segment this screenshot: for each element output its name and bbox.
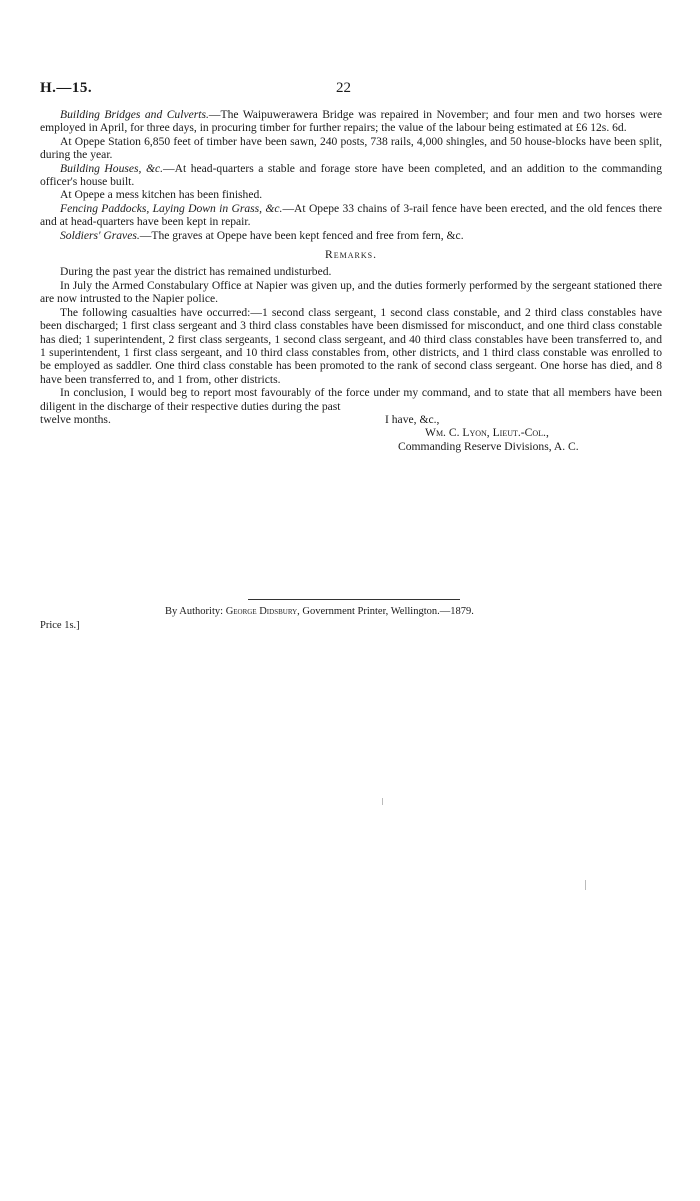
paragraph-text: At Opepe a mess kitchen has been finished. [60,188,263,202]
paragraph-bridges [40,108,662,135]
imprint-suffix: , Government Printer, Wellington.—1879. [297,606,474,617]
signature-name: Wm. C. Lyon, Lieut.-Col., [425,425,549,439]
page-header [40,80,662,100]
printer-imprint [165,606,585,617]
paragraph-houses [40,162,662,189]
scan-mark [382,798,383,805]
signature-title: Commanding Reserve Divisions, A. C. [398,439,579,453]
subheading: Soldiers' Graves. [60,228,140,242]
remarks-paragraph: In July the Armed Constabulary Office at Napier was given up, and the duties formerly performed by the sergeant stationed there are now intrusted to the Napier police. [40,278,662,306]
paragraph-mess-kitchen [40,188,662,201]
subheading: Building Houses, &c. [60,161,164,175]
remarks-paragraph: In conclusion, I would beg to report most favourably of the force under my command, and to state that all members have been diligent in the discharge of their respective duties during the past [40,386,662,413]
printer-name: George Didsbury [225,606,298,617]
remarks-heading: Remarks. [325,248,377,262]
paragraph-text: —The graves at Opepe have been kept fenced and free from fern, &c. [139,228,464,242]
remarks-paragraph: During the past year the district has remained undisturbed. [60,265,332,279]
body-text [40,108,662,467]
closing-salutation: I have, &c., [385,412,440,426]
document-reference: H.—15. [40,80,93,96]
paragraph-text: —The Waipuwerawera Bridge was repaired in November; and four men and two horses were employed in April, for three days, in procuring timber for further repairs; the value of the labour being estimated at £6 12s. 6d. [40,108,663,135]
footer-divider [248,599,460,600]
page-number: 22 [336,80,351,96]
paragraph-text: —At Opepe 33 chains of 3-rail fence have been erected, and the old fences there and at head-quarters have been kept in repair. [40,201,662,229]
paragraph-graves [40,229,662,242]
paragraph-text: At Opepe Station 6,850 feet of timber have been sawn, 240 posts, 738 rails, 4,000 shingles, and 50 house-blocks have been split, during the year. [40,134,662,162]
closing-left: twelve months. [40,412,111,426]
subheading: Building Bridges and Culverts. [60,108,209,121]
paragraph-fencing [40,202,662,229]
paragraph-text: —At head-quarters a stable and forage store have been completed, and an addition to the commanding officer's house built. [40,161,662,189]
imprint-prefix: By Authority: [165,606,224,617]
price-label: Price 1s.] [40,620,80,631]
subheading: Fencing Paddocks, Laying Down in Grass, &c. [60,201,283,215]
paragraph-opepe-timber [40,135,662,162]
scan-mark [585,880,586,890]
remarks-paragraph: The following casualties have occurred:—1 second class sergeant, 1 second class constable, and 2 third class constables have been discharged; 1 first class sergeant and 3 third class constables have been dismissed for misconduct, and one third class constable has died; 1 superintendent, 2 first class sergeants, 1 second class sergeant, and 40 third class constables have been transferred to, and 1 superintendent, 1 first class sergeant, and 10 third class constables from, other districts, and 1 third class constable was enrolled to be employed as saddler. One third class constable has been promoted to the rank of second class sergeant. One horse has died, and 8 have been transferred to, and 1 from, other districts. [40,305,662,386]
closing-block [40,413,662,467]
